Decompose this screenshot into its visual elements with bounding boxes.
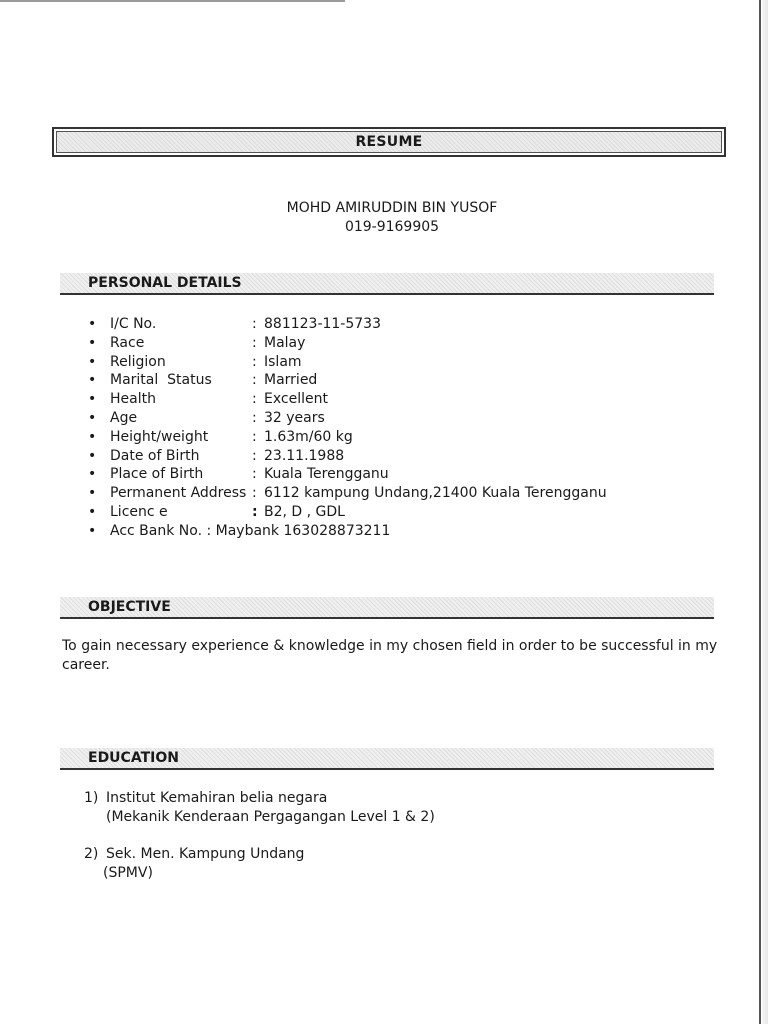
bullet-icon: • (88, 485, 97, 502)
detail-value: 1.63m/60 kg (264, 428, 353, 445)
detail-colon: : (252, 353, 257, 370)
detail-row (88, 315, 607, 334)
education-number: 1) (84, 790, 99, 806)
scan-edge-shadow (762, 0, 768, 1024)
detail-row (88, 484, 607, 503)
detail-row (88, 447, 607, 466)
detail-row (88, 428, 607, 447)
detail-label: Health (110, 391, 156, 408)
detail-label: Race (110, 334, 145, 351)
bank-account: Acc Bank No. : Maybank 163028873211 (110, 522, 391, 539)
detail-row (88, 353, 607, 372)
education-item (84, 845, 304, 883)
bullet-icon: • (88, 391, 97, 408)
detail-label: Place of Birth (110, 466, 204, 483)
detail-colon: : (252, 391, 257, 408)
detail-label: Religion (110, 353, 166, 370)
detail-value: B2, D , GDL (264, 503, 345, 520)
resume-title-box (52, 127, 726, 157)
detail-row (88, 409, 607, 428)
detail-colon: : (252, 409, 257, 426)
detail-colon: : (252, 428, 257, 445)
personal-details-list (88, 315, 607, 541)
bullet-icon: • (88, 372, 97, 389)
bullet-icon: • (88, 316, 97, 332)
detail-colon: : (252, 316, 257, 332)
section-personal-details (60, 273, 714, 295)
bullet-icon: • (88, 466, 97, 483)
detail-label: I/C No. (110, 316, 157, 332)
applicant-name: MOHD AMIRUDDIN BIN YUSOF (286, 200, 498, 216)
section-objective (60, 597, 714, 619)
detail-label: Marital Status (110, 372, 212, 389)
bullet-icon: • (88, 334, 97, 351)
resume-title: RESUME (56, 131, 722, 153)
detail-row (88, 390, 607, 409)
education-school: Institut Kemahiran belia negara (106, 790, 328, 806)
detail-value: Married (264, 372, 318, 389)
detail-value: 23.11.1988 (264, 447, 345, 464)
detail-value: Malay (264, 334, 306, 351)
header-block (0, 199, 768, 237)
bullet-icon: • (88, 409, 97, 426)
education-number: 2) (84, 846, 99, 862)
bullet-icon: • (88, 522, 97, 539)
section-title-objective: OBJECTIVE (88, 599, 171, 615)
detail-value: 6112 kampung Undang,21400 Kuala Terengganu (264, 485, 607, 502)
bullet-icon: • (88, 428, 97, 445)
detail-colon: : (252, 447, 257, 464)
detail-label: Height/weight (110, 428, 209, 445)
detail-colon: : (252, 466, 257, 483)
education-detail: (SPMV) (103, 865, 153, 881)
detail-row (88, 334, 607, 353)
detail-row (88, 503, 607, 522)
education-detail: (Mekanik Kenderaan Pergagangan Level 1 & 2) (106, 809, 435, 825)
bullet-icon: • (88, 503, 97, 520)
objective-text: To gain necessary experience & knowledge in my chosen field in order to be successful in my career. (62, 638, 718, 673)
detail-colon: : (252, 372, 257, 389)
scan-edge-top (0, 0, 345, 2)
detail-label: Date of Birth (110, 447, 200, 464)
section-title-personal: PERSONAL DETAILS (88, 275, 242, 291)
detail-colon: : (252, 503, 258, 520)
detail-value: 32 years (264, 409, 325, 426)
section-education (60, 748, 714, 770)
detail-row (88, 371, 607, 390)
detail-label: Permanent Address (110, 485, 247, 502)
section-title-education: EDUCATION (88, 750, 179, 766)
detail-value: Islam (264, 353, 302, 370)
education-school: Sek. Men. Kampung Undang (106, 846, 305, 862)
detail-value: 881123-11-5733 (264, 316, 381, 332)
detail-row-bank (88, 522, 607, 541)
education-item (84, 789, 435, 827)
detail-colon: : (252, 485, 257, 502)
scan-edge-right (759, 0, 761, 1024)
detail-label: Licenc e (110, 503, 168, 520)
detail-colon: : (252, 334, 257, 351)
applicant-phone: 019-9169905 (344, 219, 440, 235)
detail-value: Excellent (264, 391, 328, 408)
bullet-icon: • (88, 353, 97, 370)
bullet-icon: • (88, 447, 97, 464)
detail-label: Age (110, 409, 138, 426)
detail-row (88, 465, 607, 484)
detail-value: Kuala Terengganu (264, 466, 389, 483)
